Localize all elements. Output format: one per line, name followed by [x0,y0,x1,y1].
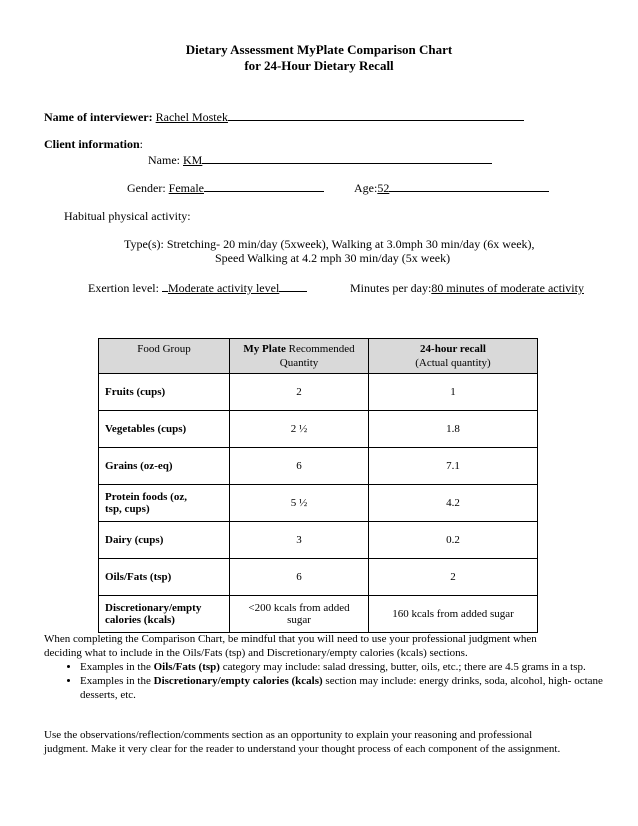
client-name-value: KM [183,153,203,167]
cell-food-group-line-2: tsp, cups) [105,503,150,515]
client-name-blank [202,153,492,164]
cell-recommended-line-1: <200 kcals from added [248,602,350,614]
bullet-2-post: section may include: energy drinks, soda, alcohol, high- octane desserts, etc. [80,675,603,701]
cell-food-group [99,596,230,633]
header-myplate-text: My Plate [243,343,286,355]
activity-types-line-2 [215,251,450,266]
activity-types-text-1: Type(s): Stretching- 20 min/day (5xweek), Walking at 3.0mph 30 min/day (6x week), [124,237,535,251]
bullet-2-bold: Discretionary/empty calories (kcals) [153,675,323,687]
activity-label: Habitual physical activity: [64,209,191,223]
interviewer-row [44,110,524,125]
cell-food-group: Vegetables (cups) [99,411,230,448]
document-title [0,42,638,58]
cell-food-group: Grains (oz-eq) [99,448,230,485]
exertion-blank [279,281,307,292]
interviewer-label: Name of interviewer: [44,110,153,124]
cell-actual: 1 [369,374,538,411]
client-gender-blank [204,181,324,192]
cell-food-group: Dairy (cups) [99,522,230,559]
interviewer-value: Rachel Mostek [155,110,228,124]
list-item [80,674,638,702]
exertion-row [88,281,307,296]
cell-actual: 160 kcals from added sugar [369,596,538,633]
cell-actual: 2 [369,559,538,596]
client-info-colon: : [139,137,144,151]
exertion-value: Moderate activity level [167,281,280,295]
header-actual-text: (Actual quantity) [415,357,491,369]
cell-recommended: 2 [230,374,369,411]
cell-actual: 1.8 [369,411,538,448]
comparison-table [98,338,538,633]
cell-food-group-line-1: Discretionary/empty [105,602,202,614]
cell-recommended: 5 ½ [230,485,369,522]
cell-actual: 7.1 [369,448,538,485]
activity-types-text-2: Speed Walking at 4.2 mph 30 min/day (5x week) [215,251,451,265]
minutes-value: 80 minutes of moderate activity [431,281,584,295]
client-name-row [148,153,492,168]
bullet-1-bold: Oils/Fats (tsp) [153,661,220,673]
document-subtitle [0,58,638,74]
list-item [80,660,638,674]
cell-food-group-line-2: calories (kcals) [105,614,175,626]
client-name-label: Name: [148,153,180,167]
cell-recommended [230,596,369,633]
exertion-label: Exertion level: [88,281,159,295]
cell-food-group-line-1: Protein foods (oz, [105,491,187,503]
cell-actual: 4.2 [369,485,538,522]
header-actual [369,339,538,374]
table-row [99,448,538,485]
instructions-line-2 [44,646,468,660]
table-row [99,522,538,559]
instructions-bullets [44,660,638,702]
table-header-row [99,339,538,374]
header-food-group-text: Food Group [137,343,191,355]
instructions-text-1: When completing the Comparison Chart, be mindful that you will need to use your professional judgment when [44,633,537,645]
cell-food-group: Oils/Fats (tsp) [99,559,230,596]
activity-types-line-1 [124,237,535,252]
cell-recommended-line-2: sugar [287,614,311,626]
final-note-text-1: Use the observations/reflection/comments section as an opportunity to explain your reasoning and professional [44,729,533,741]
final-note-text-2: judgment. Make it very clear for the reader to understand your thought process of each component of the assignment. [44,743,561,755]
activity-label-row [64,209,191,224]
table-row [99,596,538,633]
client-info-heading [44,137,143,152]
table-row [99,485,538,522]
header-recommended-text: Recommended [285,343,355,355]
client-info-label: Client information [44,137,140,151]
client-age-blank [389,181,549,192]
final-note-line-1 [44,728,532,742]
cell-recommended: 6 [230,448,369,485]
cell-food-group [99,485,230,522]
client-gender-label: Gender: [127,181,166,195]
title-line-2: for 24-Hour Dietary Recall [244,58,394,73]
table-row [99,411,538,448]
header-recommended [230,339,369,374]
client-age-value: 52 [377,181,390,195]
cell-actual: 0.2 [369,522,538,559]
cell-recommended: 2 ½ [230,411,369,448]
minutes-label: Minutes per day: [350,281,432,295]
bullet-2-pre: Examples in the [80,675,154,687]
bullet-1-pre: Examples in the [80,661,154,673]
client-age-row [354,181,549,196]
minutes-row [350,281,584,296]
final-note-line-2 [44,742,560,756]
table-row [99,374,538,411]
table-row [99,559,538,596]
bullet-1-post: category may include: salad dressing, butter, oils, etc.; there are 4.5 grams in a tsp. [219,661,586,673]
client-gender-value: Female [168,181,204,195]
header-recall-text: 24-hour recall [420,343,486,355]
instructions-line-1 [44,632,537,646]
client-age-label: Age: [354,181,378,195]
title-line-1: Dietary Assessment MyPlate Comparison Chart [185,42,453,57]
client-gender-row [127,181,324,196]
cell-recommended: 3 [230,522,369,559]
header-quantity-text: Quantity [279,357,319,369]
interviewer-blank [228,110,524,121]
cell-food-group: Fruits (cups) [99,374,230,411]
instructions-text-2: deciding what to include in the Oils/Fats (tsp) and Discretionary/empty calories (kcals) sections. [44,647,468,659]
header-food-group [99,339,230,374]
cell-recommended: 6 [230,559,369,596]
